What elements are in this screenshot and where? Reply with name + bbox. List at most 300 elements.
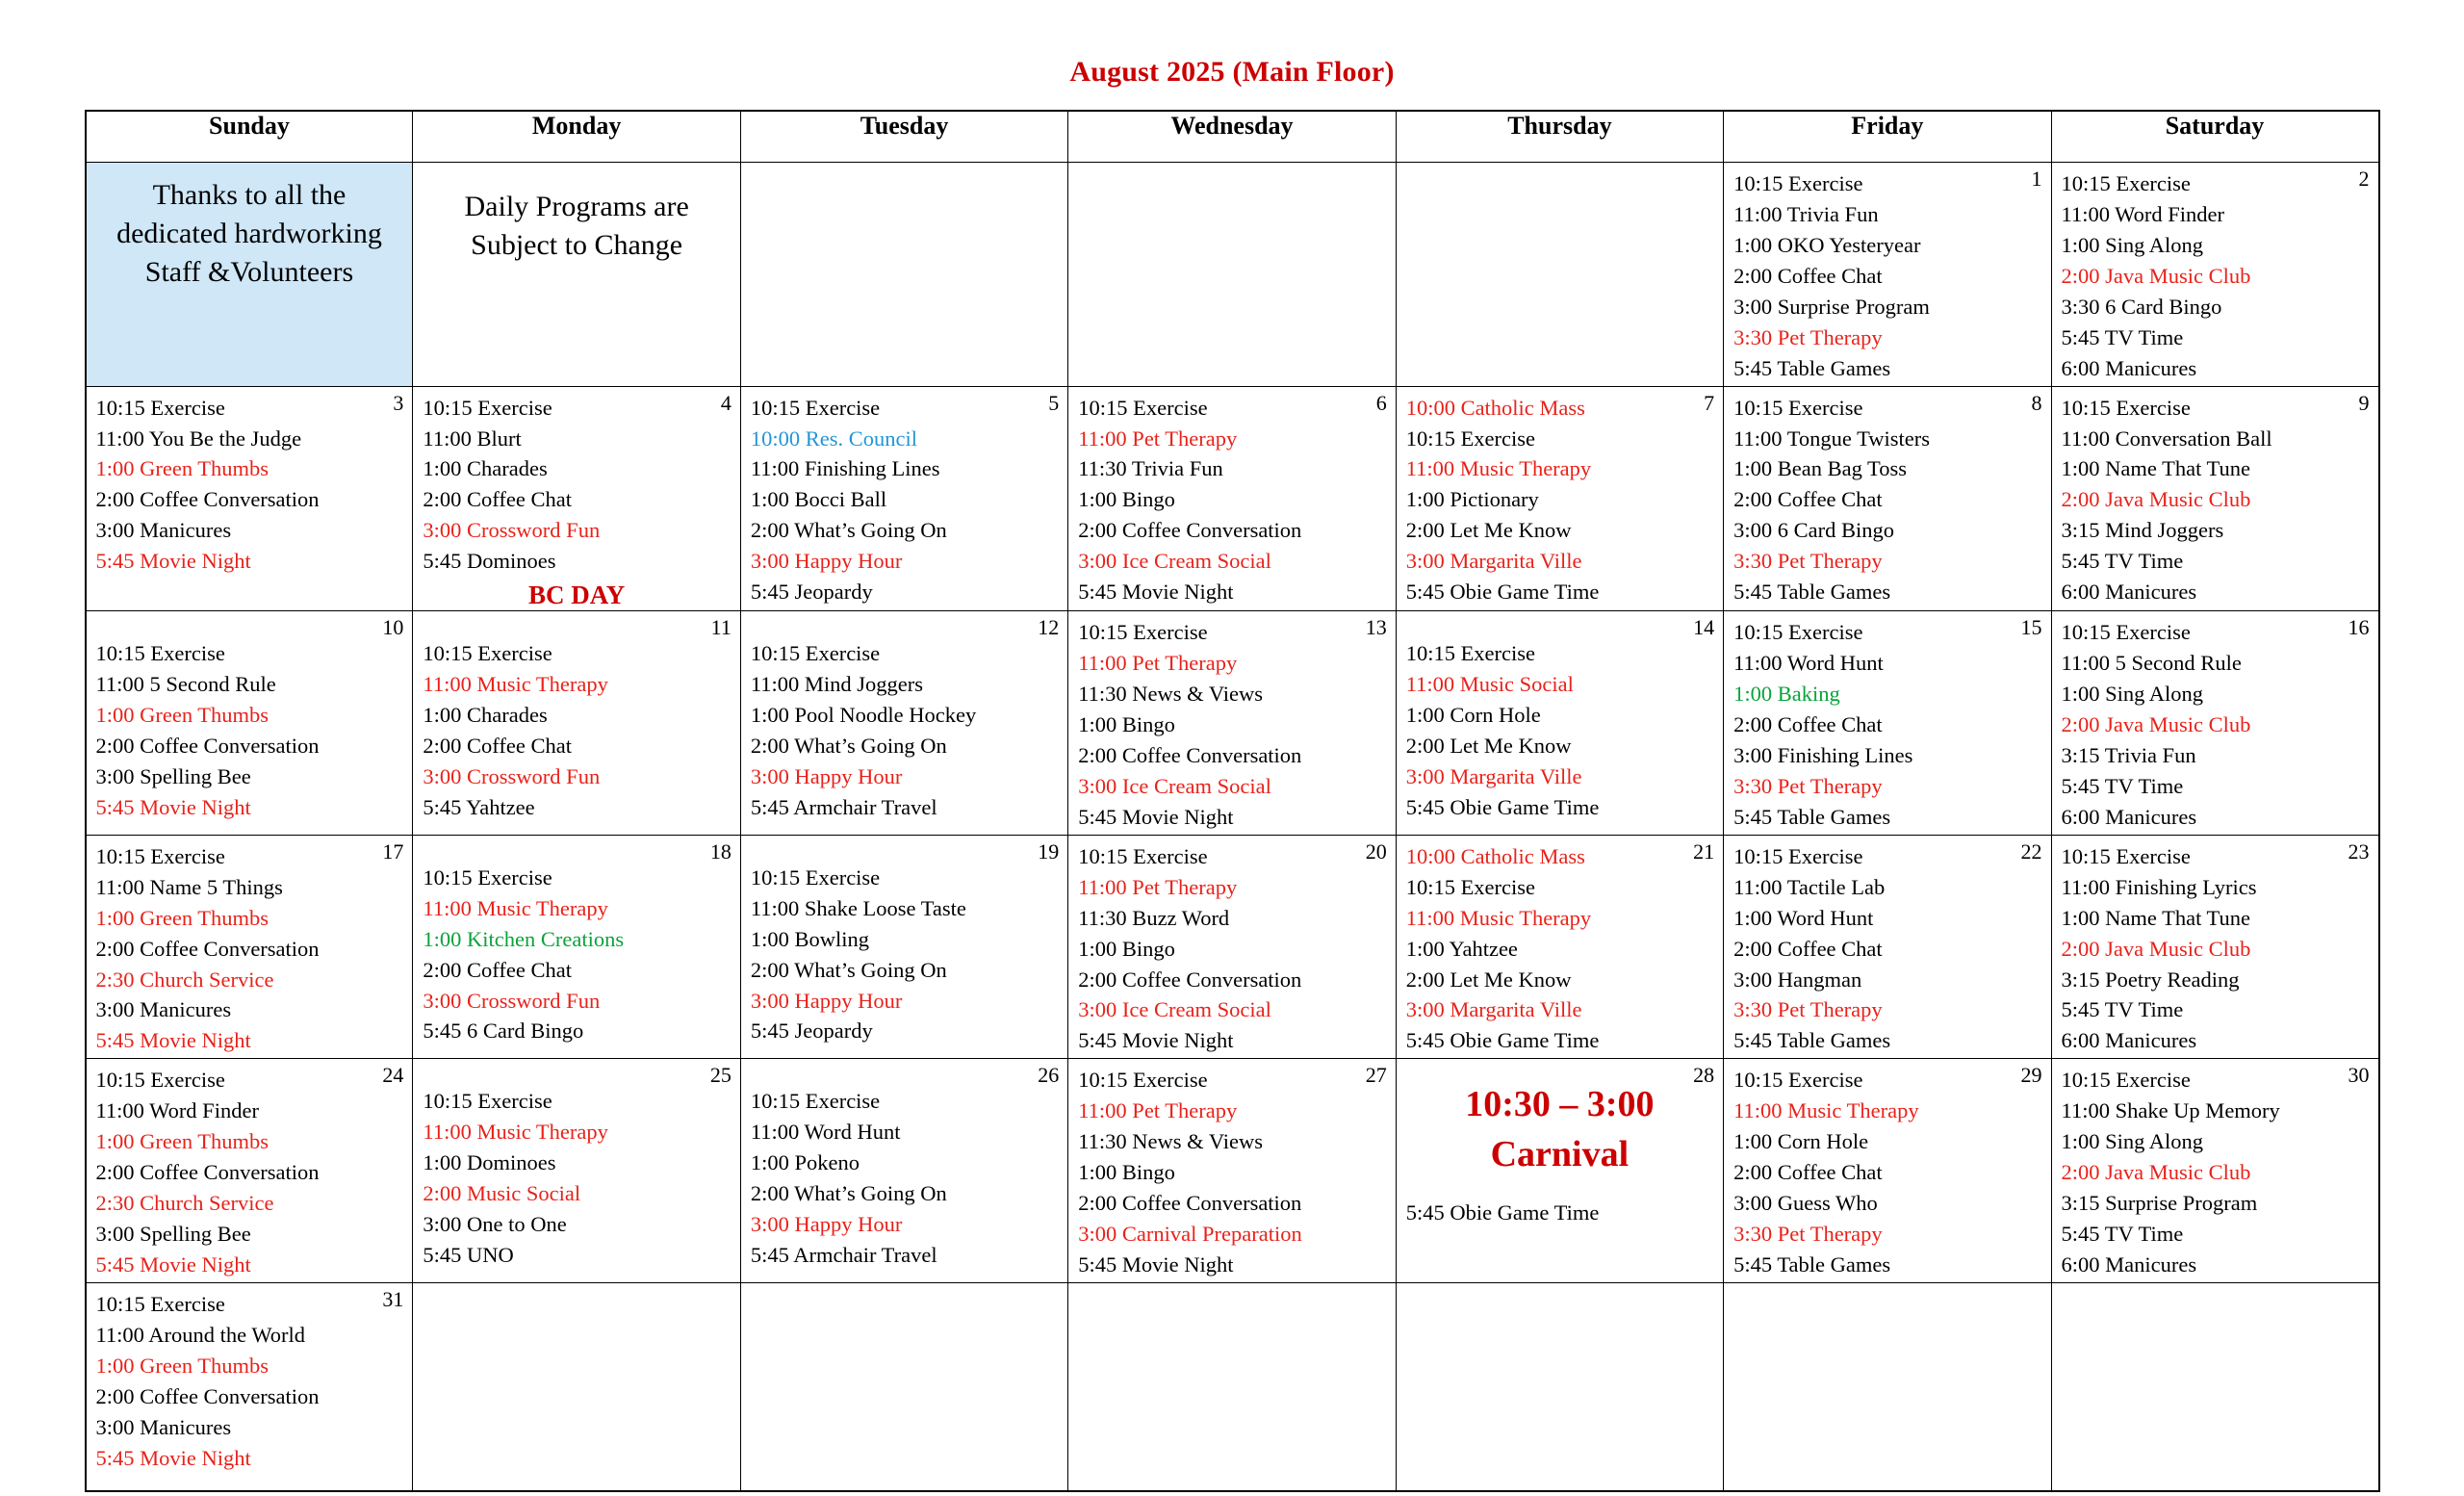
- day-cell-27[interactable]: [1068, 1059, 1396, 1283]
- event-item: 1:00 Bean Bag Toss: [1733, 456, 1907, 481]
- event-item: 10:00 Res. Council: [750, 426, 917, 451]
- event-item: 1:00 Charades: [423, 456, 548, 481]
- event-item: 10:15 Exercise: [423, 641, 552, 666]
- event-item: 10:15 Exercise: [1405, 874, 1536, 899]
- event-item: 11:00 5 Second Rule: [2061, 651, 2242, 676]
- day-number: 4: [720, 390, 732, 415]
- day-number: 25: [709, 1063, 732, 1088]
- event-item: 5:45 Yahtzee: [423, 794, 535, 819]
- day-number: 26: [1038, 1063, 1060, 1088]
- event-item: 1:00 Bingo: [1078, 936, 1175, 961]
- day-number: 15: [2020, 615, 2042, 640]
- thanks-note-text: Thanks to all the dedicated hardworking Staff &Volunteers: [87, 163, 413, 386]
- event-item: 2:00 Java Music Club: [2061, 487, 2251, 512]
- event-item: 1:00 Name That Tune: [2061, 905, 2250, 930]
- empty-day-cell: [1724, 1282, 2051, 1491]
- event-item: 5:45 TV Time: [2061, 997, 2184, 1022]
- weekday-header-sunday: Sunday: [86, 111, 413, 163]
- event-list: [87, 387, 413, 580]
- event-item: 11:00 Music Therapy: [1405, 905, 1592, 930]
- event-item: 1:00 OKO Yesteryear: [1733, 232, 1921, 257]
- event-list: [2052, 611, 2378, 835]
- event-item: 3:00 Guess Who: [1733, 1191, 1878, 1216]
- event-item: 2:00 Coffee Conversation: [95, 487, 320, 512]
- event-item: 10:15 Exercise: [1405, 426, 1536, 451]
- day-number: 28: [1693, 1063, 1715, 1088]
- event-item: 11:00 Around the World: [95, 1322, 306, 1347]
- event-item: 5:45 Dominoes: [423, 549, 556, 574]
- event-item: 3:00 Manicures: [95, 518, 232, 543]
- day-cell-11[interactable]: [413, 611, 740, 836]
- event-list: [1068, 1059, 1395, 1282]
- event-item: 5:45 Table Games: [1733, 804, 1891, 829]
- event-item: 5:45 Movie Night: [1078, 804, 1234, 829]
- event-item: 1:00 Bingo: [1078, 1160, 1175, 1185]
- event-item: 1:00 Green Thumbs: [95, 703, 270, 728]
- event-item: 10:15 Exercise: [2061, 620, 2191, 645]
- day-cell-2[interactable]: [2051, 163, 2378, 387]
- event-item: 2:00 What’s Going On: [750, 734, 947, 758]
- event-item: 2:00 Coffee Chat: [1733, 936, 1883, 961]
- empty-day-cell: [1068, 1282, 1396, 1491]
- event-item: 3:00 Ice Cream Social: [1078, 549, 1271, 574]
- event-item: 3:30 Pet Therapy: [1733, 773, 1883, 798]
- event-item: 3:00 6 Card Bingo: [1733, 518, 1894, 543]
- event-item: 10:15 Exercise: [1733, 171, 1863, 195]
- event-list: [87, 1283, 413, 1476]
- event-item: 5:45 Obie Game Time: [1405, 1028, 1600, 1053]
- event-item: 11:00 Pet Therapy: [1078, 874, 1238, 899]
- event-item: 11:00 Pet Therapy: [1078, 426, 1238, 451]
- event-item: 10:15 Exercise: [1733, 395, 1863, 420]
- event-item: 3:00 Margarita Ville: [1405, 997, 1582, 1022]
- day-cell-15[interactable]: [1724, 611, 2051, 836]
- event-item: 6:00 Manicures: [2061, 355, 2197, 380]
- event-item: 1:00 Bingo: [1078, 487, 1175, 512]
- event-list: [1068, 611, 1395, 835]
- day-number: 20: [1365, 838, 1387, 864]
- weekday-header-thursday: Thursday: [1396, 111, 1723, 163]
- event-item: 11:00 Name 5 Things: [95, 874, 283, 899]
- event-item: 1:00 Bocci Ball: [750, 487, 887, 512]
- day-cell-6[interactable]: [1068, 386, 1396, 611]
- carnival-time: 10:30 – 3:00: [1465, 1084, 1655, 1125]
- event-item: 6:00 Manicures: [2061, 804, 2197, 829]
- day-cell-22[interactable]: [1724, 835, 2051, 1059]
- day-number: 8: [2031, 390, 2042, 415]
- event-item: 3:30 Pet Therapy: [1733, 324, 1883, 349]
- weekday-header-tuesday: Tuesday: [740, 111, 1067, 163]
- day-cell-20[interactable]: [1068, 835, 1396, 1059]
- event-item: 3:30 Pet Therapy: [1733, 997, 1883, 1022]
- event-item: 3:00 Spelling Bee: [95, 763, 251, 788]
- day-number: 13: [1365, 615, 1387, 640]
- event-list: [1397, 387, 1723, 610]
- event-item: 5:45 TV Time: [2061, 324, 2184, 349]
- day-number: 23: [2348, 838, 2370, 864]
- event-item: 3:00 Ice Cream Social: [1078, 773, 1271, 798]
- day-number: 22: [2020, 838, 2042, 864]
- event-item: 5:45 Table Games: [1733, 1251, 1891, 1277]
- event-item: 6:00 Manicures: [2061, 1251, 2197, 1277]
- weekday-header-wednesday: Wednesday: [1068, 111, 1396, 163]
- event-item: 10:15 Exercise: [95, 1291, 225, 1316]
- event-item: 10:15 Exercise: [2061, 1068, 2191, 1093]
- event-item: 2:00 Let Me Know: [1405, 967, 1572, 992]
- event-item: 5:45 Movie Night: [1078, 1028, 1234, 1053]
- event-item: 11:00 Finishing Lyrics: [2061, 874, 2257, 899]
- event-item: 2:00 Coffee Conversation: [1078, 1191, 1302, 1216]
- event-item: 2:00 Java Music Club: [2061, 712, 2251, 736]
- event-item: 3:30 6 Card Bingo: [2061, 294, 2222, 319]
- day-cell-10[interactable]: [86, 611, 413, 836]
- event-item: 1:00 Charades: [423, 703, 548, 728]
- day-number: 29: [2020, 1063, 2042, 1088]
- event-item: 2:00 Coffee Chat: [423, 957, 572, 982]
- event-item: 1:00 Green Thumbs: [95, 1129, 270, 1154]
- event-item: 10:15 Exercise: [1078, 843, 1208, 868]
- day-number: 5: [1048, 390, 1060, 415]
- day-number: 3: [393, 390, 404, 415]
- event-item: 10:15 Exercise: [750, 395, 881, 420]
- day-cell-7[interactable]: [1396, 386, 1723, 611]
- event-item: 10:15 Exercise: [95, 395, 225, 420]
- day-number: 16: [2348, 615, 2370, 640]
- day-cell-23[interactable]: [2051, 835, 2378, 1059]
- event-item: 2:00 Coffee Chat: [1733, 487, 1883, 512]
- event-list: [1724, 836, 2050, 1059]
- event-list: [87, 1059, 413, 1282]
- event-item: 3:00 Happy Hour: [750, 549, 903, 574]
- event-item: 10:15 Exercise: [423, 395, 552, 420]
- event-item: 1:00 Kitchen Creations: [423, 926, 625, 951]
- event-item: 2:00 Coffee Chat: [1733, 1160, 1883, 1185]
- event-item: 11:00 Mind Joggers: [750, 672, 924, 697]
- day-cell-1[interactable]: [1724, 163, 2051, 387]
- event-list: [2052, 387, 2378, 610]
- event-item: 1:00 Yahtzee: [1405, 936, 1518, 961]
- day-cell-29[interactable]: [1724, 1059, 2051, 1283]
- calendar-week-row: [86, 386, 2379, 611]
- event-item: 3:00 Manicures: [95, 997, 232, 1022]
- day-cell-25[interactable]: [413, 1059, 740, 1283]
- event-list: [741, 1059, 1067, 1273]
- event-item: 3:00 Finishing Lines: [1733, 742, 1913, 767]
- event-item: 2:00 Coffee Conversation: [95, 734, 320, 758]
- event-item: 1:00 Pokeno: [750, 1150, 860, 1175]
- day-number: 9: [2358, 390, 2370, 415]
- event-item: 6:00 Manicures: [2061, 580, 2197, 605]
- subject-to-change-text: Daily Programs are Subject to Change: [464, 191, 689, 261]
- day-cell-16[interactable]: [2051, 611, 2378, 836]
- day-cell-13[interactable]: [1068, 611, 1396, 836]
- empty-day-cell: [2051, 1282, 2378, 1491]
- event-item: 3:00 Margarita Ville: [1405, 763, 1582, 788]
- event-item: 11:00 Word Hunt: [1733, 651, 1884, 676]
- day-number: 6: [1375, 390, 1387, 415]
- event-item: 2:00 Coffee Conversation: [95, 1160, 320, 1185]
- event-item: 1:00 Pool Noodle Hockey: [750, 703, 977, 728]
- event-item: 5:45 Obie Game Time: [1405, 1199, 1600, 1225]
- event-item: 5:45 TV Time: [2061, 1222, 2184, 1246]
- event-item: 10:00 Catholic Mass: [1405, 395, 1585, 420]
- event-item: 2:30 Church Service: [95, 967, 274, 992]
- event-item: 11:00 You Be the Judge: [95, 426, 302, 451]
- event-item: 2:00 Coffee Chat: [1733, 263, 1883, 288]
- event-item: 11:00 Shake Up Memory: [2061, 1098, 2280, 1123]
- event-item: 3:00 Manicures: [95, 1414, 232, 1439]
- event-item: 3:00 Crossword Fun: [423, 518, 601, 543]
- page-title: August 2025 (Main Floor): [1069, 56, 1395, 88]
- day-cell-4[interactable]: [413, 386, 740, 611]
- calendar-week-row: [86, 1059, 2379, 1283]
- event-item: 5:45 Movie Night: [95, 1028, 251, 1053]
- day-cell-28[interactable]: [1396, 1059, 1723, 1283]
- event-item: 3:00 Ice Cream Social: [1078, 997, 1271, 1022]
- event-item: 10:15 Exercise: [2061, 395, 2191, 420]
- event-list: [1724, 611, 2050, 835]
- event-item: 11:30 News & Views: [1078, 1129, 1264, 1154]
- event-item: 10:15 Exercise: [750, 864, 881, 890]
- event-item: 1:00 Corn Hole: [1405, 703, 1541, 728]
- event-item: 2:00 What’s Going On: [750, 957, 947, 982]
- empty-day-cell: [740, 163, 1067, 387]
- event-list: [2052, 1059, 2378, 1282]
- event-item: 11:00 Word Finder: [95, 1098, 259, 1123]
- event-item: 10:15 Exercise: [2061, 843, 2191, 868]
- event-item: 11:00 Pet Therapy: [1078, 651, 1238, 676]
- event-item: 2:00 Coffee Conversation: [95, 1383, 320, 1408]
- empty-day-cell: [1396, 163, 1723, 387]
- event-item: 11:00 Word Finder: [2061, 201, 2224, 226]
- event-list: [1724, 163, 2050, 386]
- day-cell-19[interactable]: [740, 835, 1067, 1059]
- event-item: 10:15 Exercise: [423, 864, 552, 890]
- event-list: [2052, 163, 2378, 386]
- event-item: 3:00 Surprise Program: [1733, 294, 1930, 319]
- event-item: 2:00 Java Music Club: [2061, 1160, 2251, 1185]
- calendar-header-row: [86, 111, 2379, 163]
- event-list: [741, 611, 1067, 825]
- calendar-table: [85, 110, 2380, 1492]
- event-item: 10:15 Exercise: [95, 843, 225, 868]
- event-item: 3:00 One to One: [423, 1212, 567, 1237]
- event-item: 5:45 Movie Night: [95, 1251, 251, 1277]
- event-item: 11:00 Trivia Fun: [1733, 201, 1879, 226]
- event-item: 10:15 Exercise: [95, 641, 225, 666]
- day-number: 31: [382, 1286, 404, 1311]
- day-cell-9[interactable]: [2051, 386, 2378, 611]
- day-cell-3[interactable]: [86, 386, 413, 611]
- event-item: 11:00 Music Therapy: [423, 672, 608, 697]
- event-item: 3:00 Carnival Preparation: [1078, 1222, 1302, 1246]
- event-item: 2:00 Let Me Know: [1405, 518, 1572, 543]
- event-item: 5:45 Obie Game Time: [1405, 580, 1600, 605]
- weekday-header-friday: Friday: [1724, 111, 2051, 163]
- event-item: 11:00 Music Therapy: [423, 895, 608, 920]
- event-item: 3:30 Pet Therapy: [1733, 549, 1883, 574]
- event-item: 5:45 Armchair Travel: [750, 1243, 937, 1267]
- event-item: 3:15 Poetry Reading: [2061, 967, 2240, 992]
- empty-day-cell: [1396, 1282, 1723, 1491]
- day-cell-8[interactable]: [1724, 386, 2051, 611]
- event-item: 1:00 Green Thumbs: [95, 905, 270, 930]
- calendar-body: [86, 163, 2379, 1491]
- event-item: 2:30 Church Service: [95, 1191, 274, 1216]
- note-cell-thanks: [86, 163, 413, 387]
- event-item: 3:15 Mind Joggers: [2061, 518, 2224, 543]
- event-item: 1:00 Bingo: [1078, 712, 1175, 736]
- event-list: [413, 611, 739, 825]
- day-number: 11: [710, 615, 732, 640]
- day-cell-5[interactable]: [740, 386, 1067, 611]
- event-list: [1724, 387, 2050, 610]
- event-item: 10:15 Exercise: [750, 641, 881, 666]
- event-item: 10:15 Exercise: [1078, 1068, 1208, 1093]
- event-list: [741, 836, 1067, 1049]
- empty-day-cell: [413, 1282, 740, 1491]
- holiday-label-bc-day: BC DAY: [527, 580, 626, 610]
- event-item: 6:00 Manicures: [2061, 1028, 2197, 1053]
- event-list: [741, 387, 1067, 610]
- day-cell-12[interactable]: [740, 611, 1067, 836]
- event-item: 5:45 Obie Game Time: [1405, 794, 1600, 819]
- carnival-label: Carnival: [1490, 1133, 1630, 1174]
- event-item: 11:00 Music Therapy: [1733, 1098, 1919, 1123]
- event-item: 3:00 Hangman: [1733, 967, 1862, 992]
- event-item: 10:15 Exercise: [95, 1068, 225, 1093]
- event-item: 10:00 Catholic Mass: [1405, 843, 1585, 868]
- day-number: 10: [382, 615, 404, 640]
- event-list: [413, 387, 739, 580]
- event-item: 10:15 Exercise: [2061, 171, 2191, 195]
- day-number: 2: [2358, 167, 2370, 191]
- event-item: 1:00 Corn Hole: [1733, 1129, 1869, 1154]
- event-item: 3:00 Crossword Fun: [423, 763, 601, 788]
- event-list: [87, 611, 413, 825]
- event-item: 11:00 Finishing Lines: [750, 456, 940, 481]
- event-item: 2:00 Java Music Club: [2061, 263, 2251, 288]
- empty-day-cell: [1068, 163, 1396, 387]
- day-number: 17: [382, 838, 404, 864]
- event-item: 10:15 Exercise: [1733, 620, 1863, 645]
- event-item: 1:00 Sing Along: [2061, 682, 2204, 707]
- calendar-week-row: [86, 835, 2379, 1059]
- event-item: 2:00 Let Me Know: [1405, 734, 1572, 758]
- day-cell-14[interactable]: [1396, 611, 1723, 836]
- event-item: 2:00 Coffee Conversation: [95, 936, 320, 961]
- weekday-header-saturday: Saturday: [2051, 111, 2378, 163]
- weekday-header-monday: Monday: [413, 111, 740, 163]
- event-item: 3:30 Pet Therapy: [1733, 1222, 1883, 1246]
- event-item: 2:00 What’s Going On: [750, 518, 947, 543]
- event-item: 5:45 TV Time: [2061, 549, 2184, 574]
- day-cell-30[interactable]: [2051, 1059, 2378, 1283]
- event-item: 10:15 Exercise: [1733, 843, 1863, 868]
- event-item: 11:00 Blurt: [423, 426, 522, 451]
- event-item: 1:00 Green Thumbs: [95, 456, 270, 481]
- event-item: 2:00 Java Music Club: [2061, 936, 2251, 961]
- event-list: [1068, 387, 1395, 610]
- event-item: 1:00 Name That Tune: [2061, 456, 2250, 481]
- day-cell-31[interactable]: [86, 1282, 413, 1491]
- event-item: 1:00 Sing Along: [2061, 232, 2204, 257]
- day-number: 24: [382, 1063, 404, 1088]
- calendar-week-row: [86, 163, 2379, 387]
- day-cell-24[interactable]: [86, 1059, 413, 1283]
- event-list: [87, 836, 413, 1059]
- event-item: 1:00 Green Thumbs: [95, 1353, 270, 1378]
- day-number: 12: [1038, 615, 1060, 640]
- event-item: 5:45 Movie Night: [1078, 580, 1234, 605]
- note-cell-subject-to-change: [413, 163, 740, 387]
- day-cell-18[interactable]: [413, 835, 740, 1059]
- event-list: [413, 836, 739, 1049]
- event-item: 1:00 Pictionary: [1405, 487, 1539, 512]
- event-item: 3:00 Happy Hour: [750, 988, 903, 1013]
- event-item: 5:45 Movie Night: [95, 794, 251, 819]
- event-item: 5:45 Table Games: [1733, 1028, 1891, 1053]
- event-item: 2:00 Coffee Conversation: [1078, 518, 1302, 543]
- empty-day-cell: [740, 1282, 1067, 1491]
- event-item: 1:00 Sing Along: [2061, 1129, 2204, 1154]
- event-item: 5:45 Jeopardy: [750, 580, 873, 605]
- day-cell-17[interactable]: [86, 835, 413, 1059]
- event-item: 1:00 Dominoes: [423, 1150, 556, 1175]
- event-item: 5:45 UNO: [423, 1243, 514, 1267]
- event-list: [413, 1059, 739, 1273]
- day-number: 19: [1038, 838, 1060, 864]
- event-item: 2:00 Coffee Conversation: [1078, 967, 1302, 992]
- event-item: 1:00 Baking: [1733, 682, 1840, 707]
- day-number: 14: [1693, 615, 1715, 640]
- event-item: 5:45 6 Card Bingo: [423, 1019, 584, 1044]
- day-number: 30: [2348, 1063, 2370, 1088]
- event-item: 11:30 News & Views: [1078, 682, 1264, 707]
- event-item: 11:00 5 Second Rule: [95, 672, 276, 697]
- event-item: 10:15 Exercise: [1078, 395, 1208, 420]
- event-item: 5:45 Movie Night: [95, 549, 251, 574]
- event-item: 3:00 Spelling Bee: [95, 1222, 251, 1246]
- event-item: 11:30 Trivia Fun: [1078, 456, 1223, 481]
- event-item: 11:00 Shake Loose Taste: [750, 895, 966, 920]
- event-item: 2:00 Coffee Chat: [1733, 712, 1883, 736]
- event-item: 11:00 Music Therapy: [1405, 456, 1592, 481]
- event-item: 11:00 Music Social: [1405, 672, 1574, 697]
- event-item: 2:00 What’s Going On: [750, 1181, 947, 1206]
- event-item: 10:15 Exercise: [1078, 620, 1208, 645]
- event-item: 2:00 Coffee Chat: [423, 487, 572, 512]
- event-item: 3:00 Happy Hour: [750, 1212, 903, 1237]
- day-cell-26[interactable]: [740, 1059, 1067, 1283]
- event-item: 1:00 Bowling: [750, 926, 869, 951]
- day-number: 27: [1365, 1063, 1387, 1088]
- event-item: 10:15 Exercise: [1405, 641, 1536, 666]
- day-number: 7: [1704, 390, 1715, 415]
- event-item: 5:45 TV Time: [2061, 773, 2184, 798]
- event-item: 11:00 Music Therapy: [423, 1120, 608, 1145]
- event-list: [1724, 1059, 2050, 1282]
- event-item: 11:30 Buzz Word: [1078, 905, 1230, 930]
- event-item: 11:00 Word Hunt: [750, 1120, 901, 1145]
- event-item: 5:45 Jeopardy: [750, 1019, 873, 1044]
- event-list: [1068, 836, 1395, 1059]
- event-list: [1397, 836, 1723, 1059]
- day-cell-21[interactable]: [1396, 835, 1723, 1059]
- event-item: 5:45 Movie Night: [1078, 1251, 1234, 1277]
- event-item: 5:45 Table Games: [1733, 580, 1891, 605]
- event-item: 2:00 Coffee Chat: [423, 734, 572, 758]
